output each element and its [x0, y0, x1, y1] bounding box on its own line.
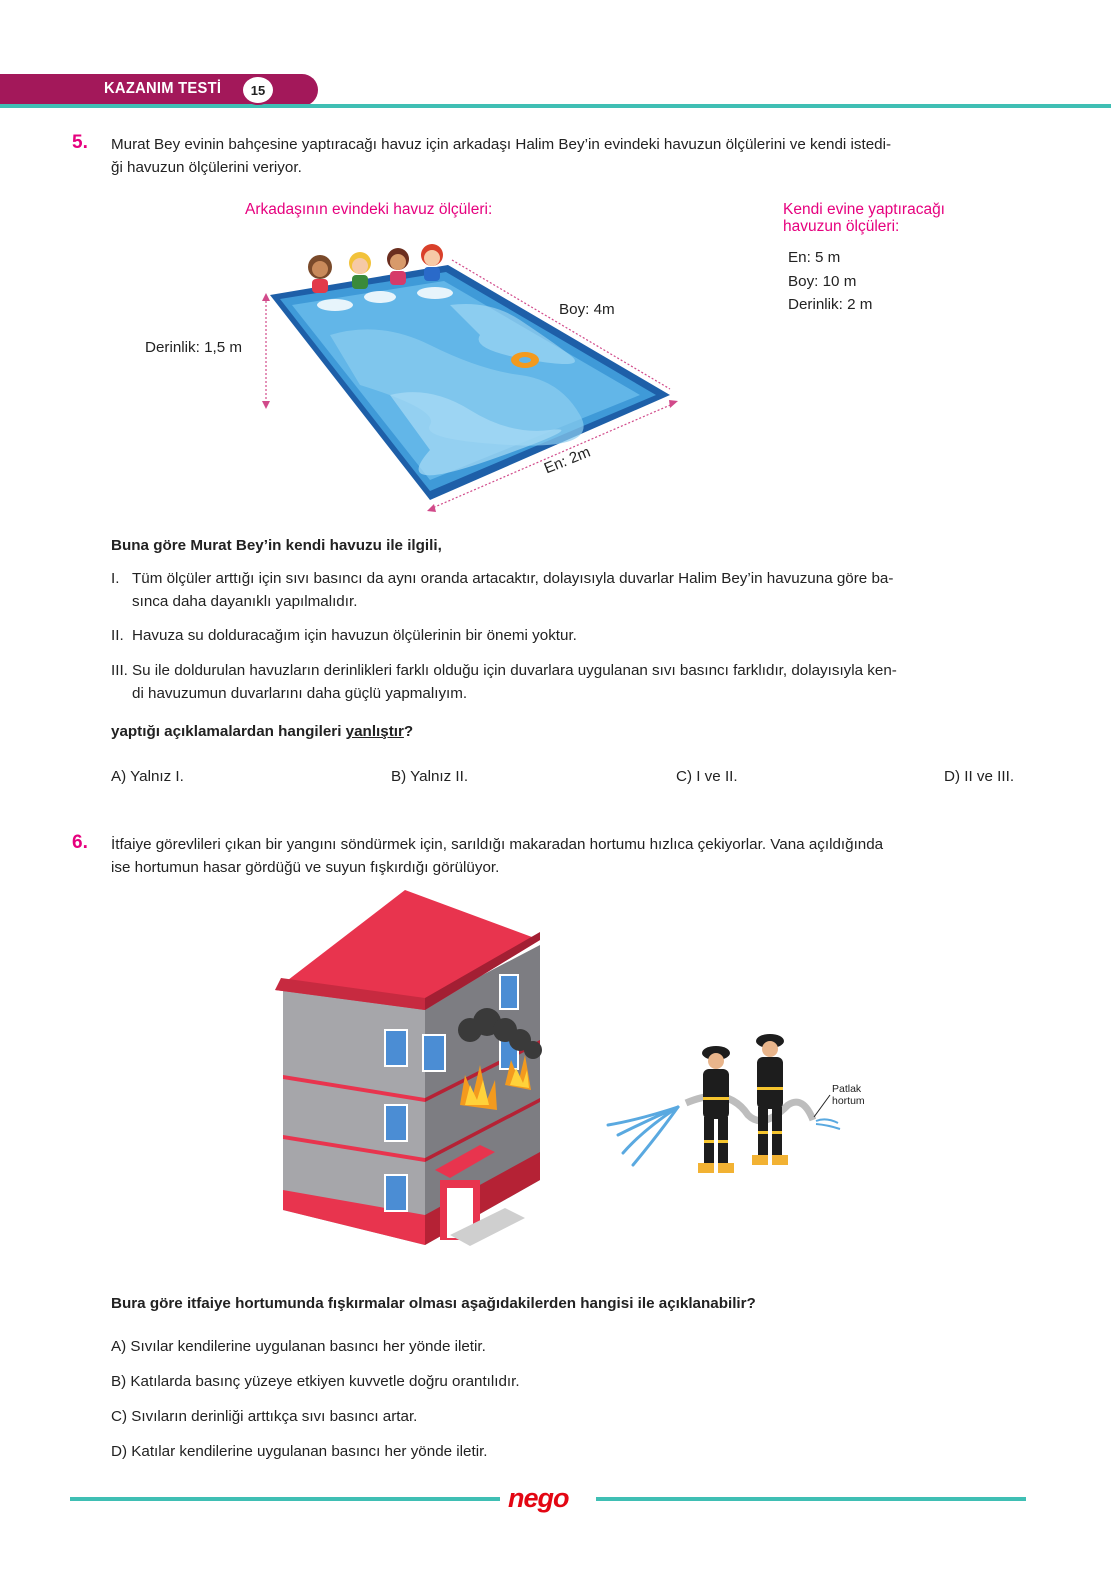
question-5-text-line2: ği havuzun ölçülerini veriyor.	[111, 159, 302, 176]
q6-option-b[interactable]: B) Katılarda basınç yüzeye etkiyen kuvvetle doğru orantılıdır.	[111, 1373, 520, 1390]
footer-rule-right	[596, 1497, 1026, 1501]
hose-label-line2: hortum	[832, 1095, 865, 1107]
own-pool-width: En: 5 m	[788, 249, 841, 266]
own-pool-length: Boy: 10 m	[788, 273, 857, 290]
question-6-text-line2: ise hortumun hasar gördüğü ve suyun fışkırdığı görülüyor.	[111, 859, 500, 876]
statement-2-line1: Havuza su dolduracağım için havuzun ölçülerinin bir önemi yoktur.	[132, 627, 577, 644]
statement-1-line2: sınca daha dayanıklı yapılmalıdır.	[132, 593, 358, 610]
firefighters-illustration	[598, 1025, 858, 1185]
label-depth: Derinlik: 1,5 m	[145, 339, 243, 356]
statement-1-line1: Tüm ölçüler arttığı için sıvı basıncı da aynı oranda artacaktır, dolayısıyla duvarlar Halim Bey’in havuzuna göre ba-	[132, 570, 894, 587]
statement-3-line2: di havuzumun duvarlarını daha güçlü yapmalıyım.	[132, 685, 468, 702]
test-number-badge: 15	[241, 75, 275, 105]
question-5-question: yaptığı açıklamalardan hangileri yanlıştır?	[111, 723, 414, 740]
q5-option-b[interactable]: B) Yalnız II.	[391, 768, 469, 785]
own-pool-depth: Derinlik: 2 m	[788, 296, 873, 313]
header-rule	[0, 104, 1111, 108]
underlined-word: yanlıştır	[345, 723, 404, 740]
label-width: En: 2m	[541, 443, 593, 478]
hose-label-line1: Patlak	[832, 1083, 862, 1095]
q5-option-d[interactable]: D) II ve III.	[944, 768, 1015, 785]
q5-option-a[interactable]: A) Yalnız I.	[111, 768, 184, 785]
question-5-text-line1: Murat Bey evinin bahçesine yaptıracağı havuz için arkadaşı Halim Bey’in evindeki havuzun ölçülerini ve kendi istedi-	[111, 136, 892, 153]
statement-3-number: III.	[111, 662, 128, 679]
test-title: KAZANIM TESTİ	[104, 80, 222, 97]
question-6-text-line1: İtfaiye görevlileri çıkan bir yangını söndürmek için, sarıldığı makaradan hortumu hızlıca çekiyorlar. Vana açıldığında	[111, 836, 884, 853]
q5-option-c[interactable]: C) I ve II.	[676, 768, 738, 785]
own-pool-title-line1: Kendi evine yaptıracağı	[783, 201, 945, 218]
own-pool-title-line2: havuzun ölçüleri:	[783, 218, 900, 235]
footer-logo: nego	[508, 1483, 569, 1513]
question-5-prompt: Buna göre Murat Bey’in kendi havuzu ile ilgili,	[111, 537, 442, 554]
q6-option-a[interactable]: A) Sıvılar kendilerine uygulanan basıncı her yönde iletir.	[111, 1338, 486, 1355]
question-6-question: Bura göre itfaiye hortumunda fışkırmalar olması aşağıdakilerden hangisi ile açıklanabilir?	[111, 1295, 756, 1312]
statement-2-number: II.	[111, 627, 124, 644]
label-length: Boy: 4m	[559, 301, 615, 318]
q6-option-d[interactable]: D) Katılar kendilerine uygulanan basıncı her yönde iletir.	[111, 1443, 488, 1460]
pool-illustration	[130, 225, 710, 525]
burning-building-illustration	[275, 890, 560, 1260]
question-5-number: 5.	[72, 132, 88, 153]
question-6-number: 6.	[72, 832, 88, 853]
statement-3-line1: Su ile doldurulan havuzların derinlikleri farklı olduğu için duvarlara uygulanan sıvı basıncı farklıdır, dolayısıyla ken-	[132, 662, 897, 679]
q6-option-c[interactable]: C) Sıvıların derinliği arttıkça sıvı basıncı artar.	[111, 1408, 418, 1425]
statement-1-number: I.	[111, 570, 120, 587]
footer-rule-left	[70, 1497, 500, 1501]
friend-pool-title: Arkadaşının evindeki havuz ölçüleri:	[245, 201, 493, 218]
